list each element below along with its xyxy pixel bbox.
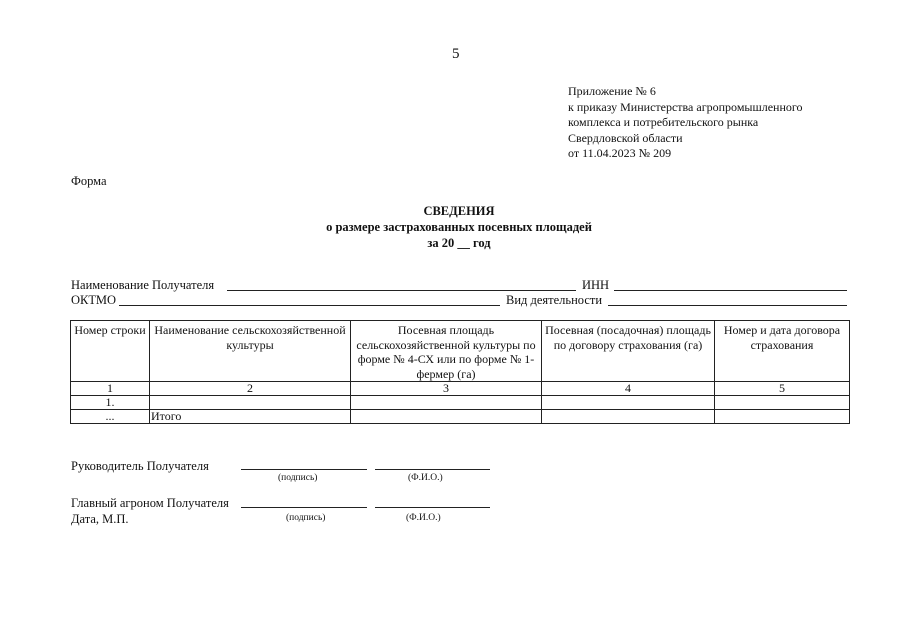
recipient-name-label: Наименование Получателя [71,278,215,292]
inn-label: ИНН [582,278,610,292]
cell-contract-number-date[interactable] [715,410,850,424]
title-line-2: о размере застрахованных посевных площадей [326,220,592,234]
cell-row-number: 1. [71,396,150,410]
appendix-line: Приложение № 6 [568,84,656,98]
head-label: Руководитель Получателя [71,459,209,473]
activity-label: Вид деятельности [506,293,603,307]
column-number: 3 [351,382,542,396]
agronomist-fio-field[interactable] [375,507,490,508]
activity-field[interactable] [608,305,847,306]
appendix-line: от 11.04.2023 № 209 [568,146,672,160]
column-number: 2 [150,382,351,396]
appendix-line: к приказу Министерства агропромышленного [568,99,803,114]
signature-caption: (подпись) [278,473,318,483]
cell-crop-name[interactable] [150,396,351,410]
date-label: Дата, М.П. [71,512,129,526]
oktmo-label: ОКТМО [71,293,116,307]
appendix-header [568,84,803,162]
column-number-row [71,382,850,396]
signature-caption: (подпись) [286,513,326,523]
cell-contract-number-date[interactable] [715,396,850,410]
document-title [0,203,903,251]
cell-total-label: Итого [150,410,351,424]
column-number: 1 [71,382,150,396]
cell-sown-area-form[interactable] [351,410,542,424]
appendix-line: комплекса и потребительского рынка [568,115,759,129]
agronomist-label: Главный агроном Получателя [71,496,229,510]
head-fio-field[interactable] [375,469,490,470]
title-line-3: за 20 __ год [427,236,491,250]
page-number: 5 [452,46,460,62]
recipient-name-field[interactable] [227,290,576,291]
form-label: Форма [71,174,107,188]
column-number: 5 [715,382,850,396]
fio-caption: (Ф.И.О.) [408,473,443,483]
table-header-row [71,321,850,382]
head-signature-field[interactable] [241,469,367,470]
header-crop-name: Наименование сельскохозяйственной культуры [150,321,351,382]
appendix-line: Свердловской области [568,130,683,145]
cell-row-number: ... [71,410,150,424]
oktmo-field[interactable] [119,305,500,306]
header-row-number: Номер строки [71,321,150,382]
agronomist-signature-field[interactable] [241,507,367,508]
header-contract-number-date: Номер и дата договора страхования [715,321,850,382]
fio-caption: (Ф.И.О.) [406,513,441,523]
inn-field[interactable] [614,290,847,291]
header-sown-area-form: Посевная площадь сельскохозяйственной культуры по форме № 4-СХ или по форме № 1-фермер (га) [351,321,542,382]
cell-sown-area-contract[interactable] [542,396,715,410]
header-sown-area-contract: Посевная (посадочная) площадь по договору страхования (га) [542,321,715,382]
report-table [70,320,850,424]
cell-sown-area-contract[interactable] [542,410,715,424]
title-line-1: СВЕДЕНИЯ [423,204,495,218]
table-row-total [71,410,850,424]
table-row [71,396,850,410]
column-number: 4 [542,382,715,396]
cell-sown-area-form[interactable] [351,396,542,410]
